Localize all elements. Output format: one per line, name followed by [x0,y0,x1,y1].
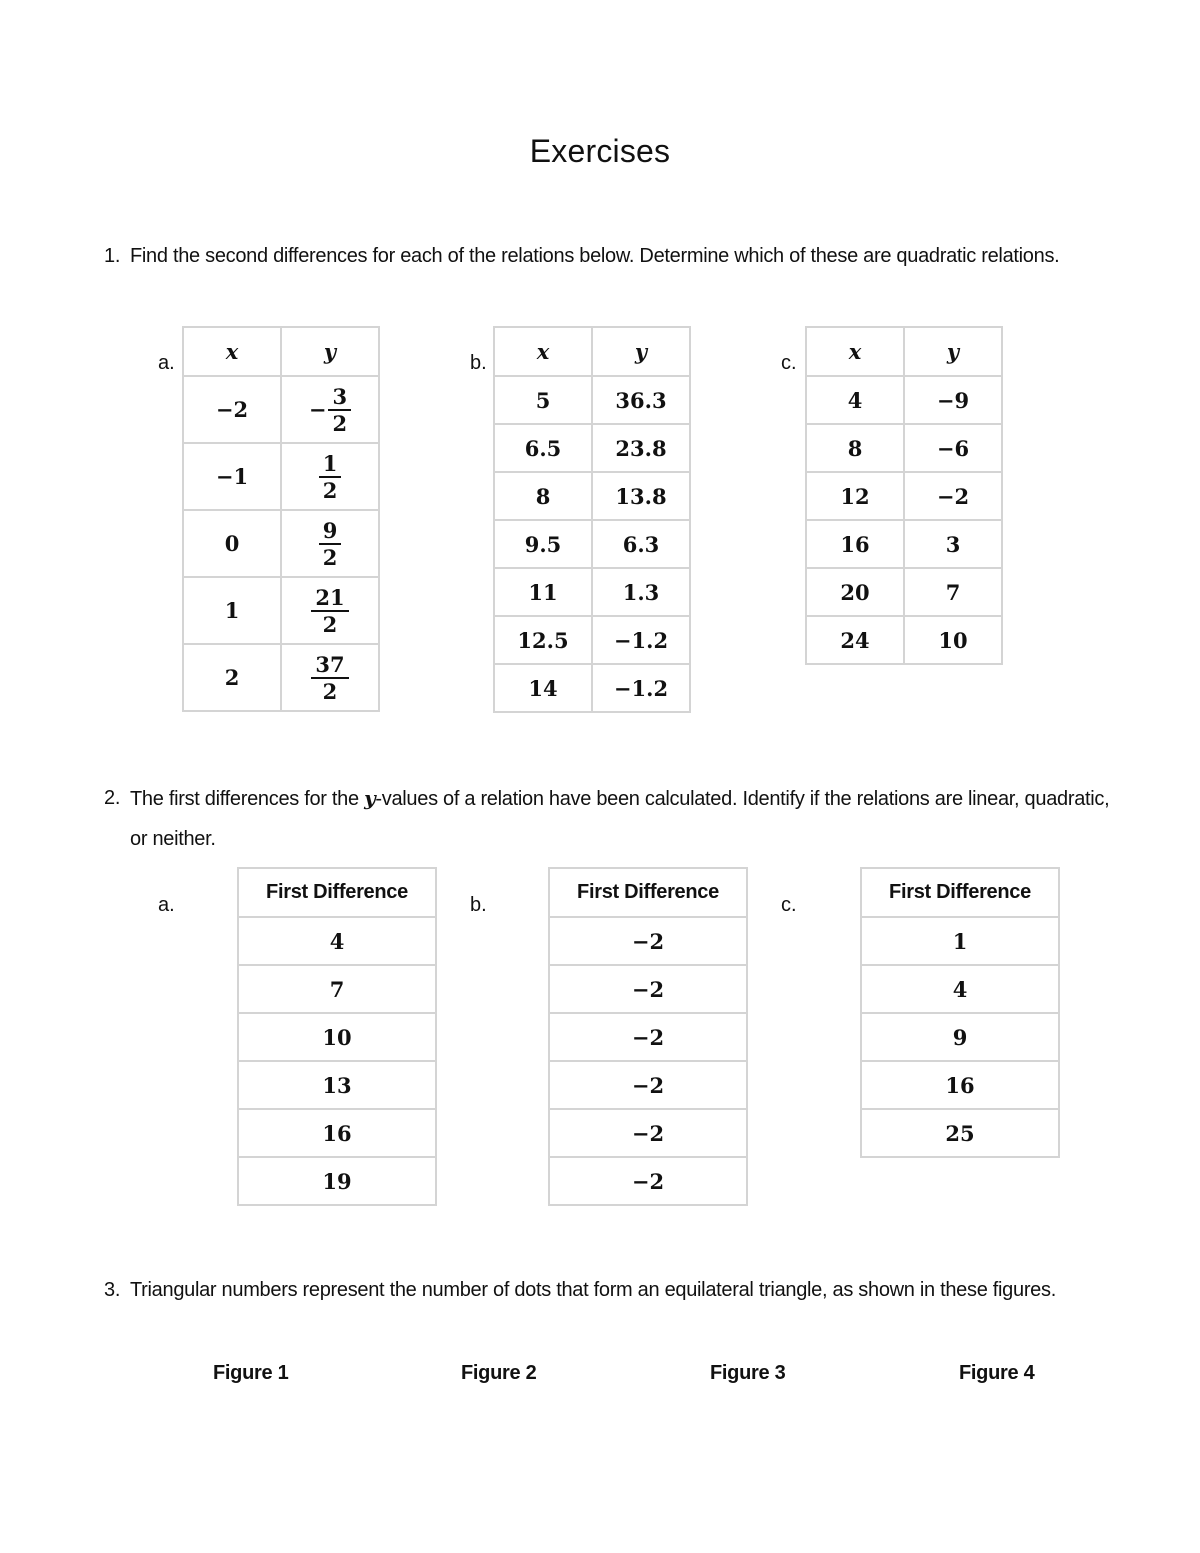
figure-4-label: Figure 4 [959,1362,1035,1384]
table-row [238,1157,436,1205]
question-text-part: -values of a relation have been calculated. Identify if the relations are linear, quadratic, or neither. [130,788,1110,850]
table-2c [860,867,1060,1158]
y-cell: −1.2 [592,616,690,664]
y-header: y [281,327,379,376]
y-cell: −2 [904,472,1002,520]
first-difference-cell: 13 [238,1061,436,1109]
question-number: 2. [104,787,121,809]
x-cell: 12 [806,472,904,520]
first-difference-cell: 4 [861,965,1059,1013]
y-cell: −9 [904,376,1002,424]
table-header-row [238,868,436,917]
table-label-2c: c. [781,894,797,916]
x-cell: 24 [806,616,904,664]
table-row [549,1157,747,1205]
fraction [311,584,348,637]
table-row [549,1013,747,1061]
x-cell: 20 [806,568,904,616]
first-difference-cell: 16 [238,1109,436,1157]
table-label-1b: b. [470,352,487,374]
denominator: 2 [322,544,338,570]
y-cell: 23.8 [592,424,690,472]
fraction [319,517,342,570]
table-row [806,616,1002,664]
numerator: 9 [319,520,342,545]
first-difference-cell: 19 [238,1157,436,1205]
y-cell: 3 [904,520,1002,568]
page-title: Exercises [529,133,671,169]
table-row [183,376,379,443]
x-cell: 5 [494,376,592,424]
x-cell: 11 [494,568,592,616]
y-cell: 1.3 [592,568,690,616]
table-header-row [549,868,747,917]
question-text: Find the second differences for each of the relations below. Determine which of these are quadratic relations. [130,245,1060,267]
table-row [494,568,690,616]
table-row [806,424,1002,472]
table-row [238,1109,436,1157]
first-difference-cell: −2 [549,965,747,1013]
table-row [238,917,436,965]
table-row [861,1061,1059,1109]
table-label-1c: c. [781,352,797,374]
x-header: x [806,327,904,376]
table-header-row [494,327,690,376]
table-row [494,520,690,568]
question-2 [104,778,1124,859]
y-cell [281,376,379,443]
first-difference-cell: 1 [861,917,1059,965]
table-row [861,1013,1059,1061]
y-cell [281,443,379,510]
table-label-1a: a. [158,352,175,374]
first-difference-cell: −2 [549,1109,747,1157]
table-1c [805,326,1003,665]
variable-y: y [364,786,376,810]
first-difference-cell: −2 [549,917,747,965]
x-cell: 4 [806,376,904,424]
x-cell: −2 [183,376,281,443]
table-row [861,965,1059,1013]
table-header-row [861,868,1059,917]
first-difference-cell: 16 [861,1061,1059,1109]
table-row [494,472,690,520]
numerator: 3 [328,386,351,411]
table-row [183,443,379,510]
first-difference-cell: 9 [861,1013,1059,1061]
x-cell: 2 [183,644,281,711]
x-cell: 16 [806,520,904,568]
first-difference-header: First Difference [861,868,1059,917]
figure-2-label: Figure 2 [461,1362,537,1384]
question-text [104,778,1124,859]
table-header-row [806,327,1002,376]
denominator: 2 [322,678,338,704]
fraction [328,383,351,436]
question-number: 1. [104,245,121,267]
table-1b [493,326,691,713]
question-text-part: The first differences for the [130,788,365,810]
table-row [494,376,690,424]
table-2b [548,867,748,1206]
figure-3-label: Figure 3 [710,1362,786,1384]
fraction [319,450,342,503]
denominator: 2 [322,611,338,637]
x-cell: 12.5 [494,616,592,664]
x-cell: 1 [183,577,281,644]
table-row [549,1061,747,1109]
x-cell: 14 [494,664,592,712]
first-difference-cell: 10 [238,1013,436,1061]
first-difference-cell: 7 [238,965,436,1013]
table-row [183,644,379,711]
x-cell: −1 [183,443,281,510]
minus-sign: − [308,397,327,422]
first-difference-header: First Difference [238,868,436,917]
table-row [806,376,1002,424]
denominator: 2 [332,410,348,436]
question-text: Triangular numbers represent the number of dots that form an equilateral triangle, as shown in these figures. [130,1279,1056,1301]
numerator: 21 [311,587,348,612]
y-cell: 6.3 [592,520,690,568]
table-row [806,472,1002,520]
table-row [238,965,436,1013]
y-cell: −1.2 [592,664,690,712]
question-3 [104,1270,1124,1310]
x-header: x [183,327,281,376]
y-header: y [592,327,690,376]
table-row [806,568,1002,616]
x-cell: 6.5 [494,424,592,472]
x-cell: 8 [494,472,592,520]
table-1a [182,326,380,712]
table-row [806,520,1002,568]
y-cell [281,644,379,711]
question-1 [104,236,1124,276]
first-difference-cell: −2 [549,1157,747,1205]
numerator: 37 [311,654,348,679]
table-row [549,917,747,965]
table-row [494,616,690,664]
table-header-row [183,327,379,376]
first-difference-cell: −2 [549,1013,747,1061]
y-cell: 36.3 [592,376,690,424]
fraction [311,651,348,704]
y-cell [281,510,379,577]
table-row [494,664,690,712]
x-cell: 0 [183,510,281,577]
question-number: 3. [104,1279,121,1301]
table-2a [237,867,437,1206]
table-row [549,965,747,1013]
figure-1-label: Figure 1 [213,1362,289,1384]
table-row [549,1109,747,1157]
y-cell: −6 [904,424,1002,472]
first-difference-cell: 4 [238,917,436,965]
y-header: y [904,327,1002,376]
x-cell: 9.5 [494,520,592,568]
table-label-2b: b. [470,894,487,916]
table-row [238,1061,436,1109]
table-label-2a: a. [158,894,175,916]
numerator: 1 [319,453,342,478]
denominator: 2 [322,477,338,503]
x-header: x [494,327,592,376]
y-cell: 13.8 [592,472,690,520]
first-difference-header: First Difference [549,868,747,917]
table-row [183,577,379,644]
first-difference-cell: −2 [549,1061,747,1109]
first-difference-cell: 25 [861,1109,1059,1157]
table-row [238,1013,436,1061]
y-cell: 10 [904,616,1002,664]
y-cell [281,577,379,644]
table-row [494,424,690,472]
table-row [861,917,1059,965]
x-cell: 8 [806,424,904,472]
y-cell: 7 [904,568,1002,616]
table-row [861,1109,1059,1157]
table-row [183,510,379,577]
